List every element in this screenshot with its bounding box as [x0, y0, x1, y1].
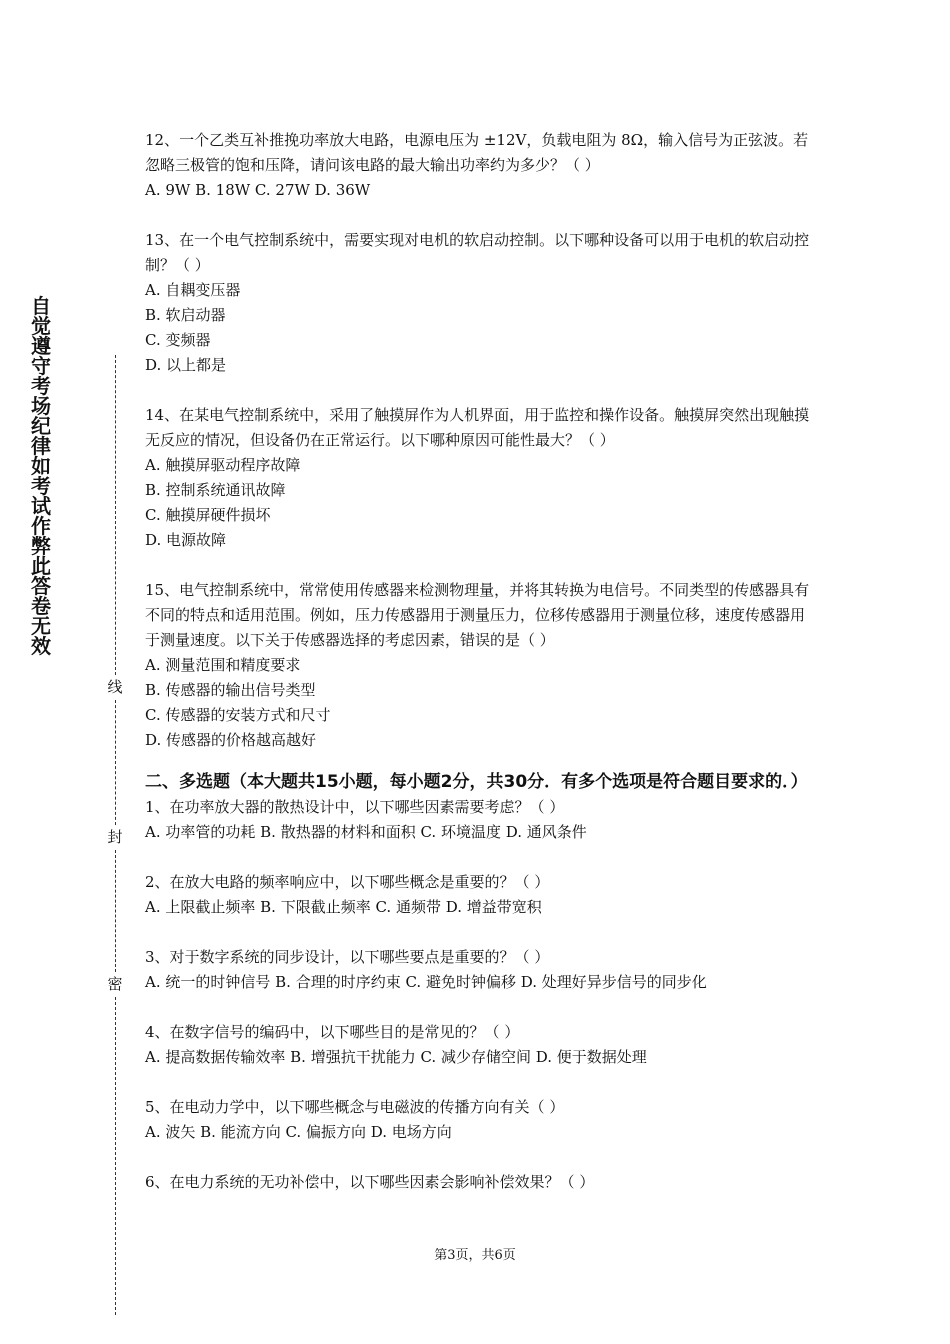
question-options: A. 上限截止频率 B. 下限截止频率 C. 通频带 D. 增益带宽积: [145, 898, 542, 916]
option-a: A. 触摸屏驱动程序故障: [145, 456, 301, 474]
binding-dashed-line: [115, 850, 116, 972]
option-c: C. 变频器: [145, 331, 211, 349]
question-stem: 14、在某电气控制系统中，采用了触摸屏作为人机界面，用于监控和操作设备。触摸屏突然出现触摸无反应的情况，但设备仍在正常运行。以下哪种原因可能性最大？（ ）: [145, 406, 810, 449]
question-m3: [145, 945, 810, 995]
option-a: A. 测量范围和精度要求: [145, 656, 301, 674]
question-stem: 2、在放大电路的频率响应中，以下哪些概念是重要的？（ ）: [145, 873, 550, 891]
question-15: [145, 578, 810, 753]
question-m6: [145, 1170, 810, 1195]
question-13: [145, 228, 810, 378]
question-options: A. 提高数据传输效率 B. 增强抗干扰能力 C. 减少存储空间 D. 便于数据处理: [145, 1048, 647, 1066]
option-c: C. 传感器的安装方式和尺寸: [145, 706, 331, 724]
binding-mark-line: 线: [107, 678, 123, 696]
question-stem: 5、在电动力学中，以下哪些概念与电磁波的传播方向有关（ ）: [145, 1098, 565, 1116]
question-options: A. 统一的时钟信号 B. 合理的时序约束 C. 避免时钟偏移 D. 处理好异步信号的同步化: [145, 973, 707, 991]
binding-mark-secret: 密: [107, 975, 123, 993]
question-m1: [145, 795, 810, 845]
question-stem: 12、一个乙类互补推挽功率放大电路，电源电压为 ±12V，负载电阻为 8Ω，输入信号为正弦波。若忽略三极管的饱和压降，请问该电路的最大输出功率约为多少？（ ）: [145, 131, 809, 174]
binding-dashed-line: [115, 700, 116, 825]
option-b: B. 控制系统通讯故障: [145, 481, 286, 499]
question-stem: 1、在功率放大器的散热设计中，以下哪些因素需要考虑？（ ）: [145, 798, 565, 816]
binding-dashed-line: [115, 355, 116, 675]
question-options: A. 9W B. 18W C. 27W D. 36W: [145, 181, 371, 199]
question-stem: 4、在数字信号的编码中，以下哪些目的是常见的？（ ）: [145, 1023, 520, 1041]
question-stem: 15、电气控制系统中，常常使用传感器来检测物理量，并将其转换为电信号。不同类型的传感器具有不同的特点和适用范围。例如，压力传感器用于测量压力，位移传感器用于测量位移，速度传感器用于测量速度。以下关于传感器选择的考虑因素，错误的是（ ）: [145, 581, 810, 649]
question-12: [145, 128, 810, 203]
question-stem: 6、在电力系统的无功补偿中，以下哪些因素会影响补偿效果？（ ）: [145, 1173, 595, 1191]
question-m5: [145, 1095, 810, 1145]
option-c: C. 触摸屏硬件损坏: [145, 506, 271, 524]
exam-content: [145, 128, 810, 1220]
option-b: B. 传感器的输出信号类型: [145, 681, 316, 699]
option-d: D. 电源故障: [145, 531, 227, 549]
question-14: [145, 403, 810, 553]
page-number: 第3页，共6页: [434, 1248, 516, 1263]
question-options: A. 波矢 B. 能流方向 C. 偏振方向 D. 电场方向: [145, 1123, 452, 1141]
section-heading-multiple-choice: 二、多选题（本大题共15小题，每小题2分，共30分．有多个选项是符合题目要求的．）: [145, 772, 808, 792]
question-options: A. 功率管的功耗 B. 散热器的材料和面积 C. 环境温度 D. 通风条件: [145, 823, 587, 841]
option-b: B. 软启动器: [145, 306, 226, 324]
binding-mark-seal: 封: [107, 828, 123, 846]
exam-discipline-notice: 自觉遵守考场纪律如考试作弊此答卷无效: [31, 294, 51, 658]
question-m4: [145, 1020, 810, 1070]
question-m2: [145, 870, 810, 920]
question-stem: 13、在一个电气控制系统中，需要实现对电机的软启动控制。以下哪种设备可以用于电机的软启动控制？（ ）: [145, 231, 810, 274]
binding-dashed-line: [115, 997, 116, 1315]
option-d: D. 传感器的价格越高越好: [145, 731, 317, 749]
option-a: A. 自耦变压器: [145, 281, 241, 299]
option-d: D. 以上都是: [145, 356, 227, 374]
question-stem: 3、对于数字系统的同步设计，以下哪些要点是重要的？（ ）: [145, 948, 550, 966]
